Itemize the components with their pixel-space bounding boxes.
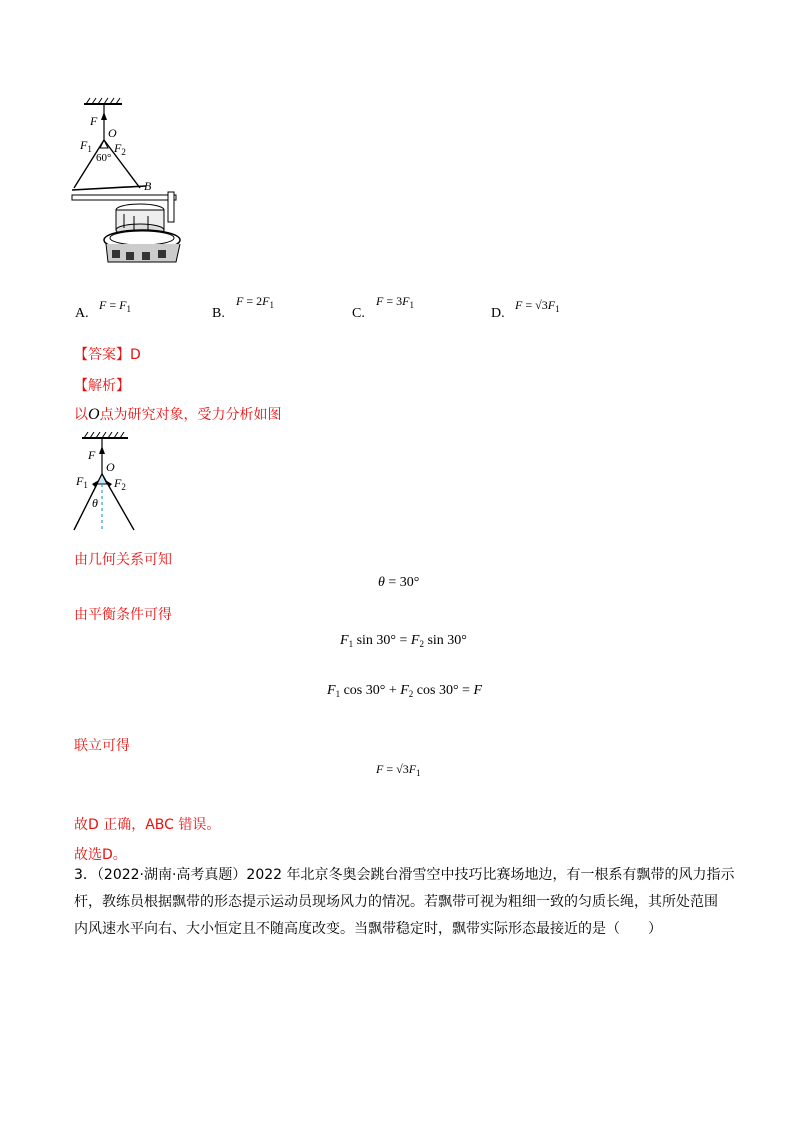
fig2-label-o: O bbox=[106, 460, 115, 474]
step-geometry: 由几何关系可知 bbox=[74, 552, 172, 568]
question-3-line-2: 杆，教练员根据飘带的形态提示运动员现场风力的情况。若飘带可视为粗细一致的匀质长绳，其所处范围 bbox=[74, 894, 718, 910]
equation-result: $F = √3F_1$ bbox=[376, 762, 421, 778]
question-3 bbox=[74, 862, 734, 943]
fig2-label-f: F bbox=[88, 448, 96, 462]
option-c[interactable] bbox=[352, 294, 472, 326]
equation-theta: θ = 30° bbox=[378, 575, 420, 590]
tripod-millstone-diagram bbox=[68, 96, 188, 276]
option-d-label: D. bbox=[491, 306, 505, 321]
fig2-label-f2: $F_2$ bbox=[114, 476, 126, 492]
fig1-label-b: B bbox=[144, 179, 152, 193]
option-a-label: A. bbox=[75, 306, 89, 321]
equation-cos-balance: $F_1$ $\cos 30^\circ + F_2$ cos 30° = F bbox=[327, 683, 482, 699]
figure-1 bbox=[68, 96, 188, 276]
option-a[interactable] bbox=[75, 298, 195, 326]
figure-2 bbox=[68, 432, 148, 532]
step-equilibrium: 由平衡条件可得 bbox=[74, 607, 172, 623]
option-d-formula: $F = √3F_1$ bbox=[515, 298, 560, 314]
option-a-formula: $F = F_1$ bbox=[99, 298, 131, 314]
option-d[interactable] bbox=[491, 298, 611, 326]
fig1-label-o: O bbox=[108, 126, 117, 140]
option-b-label: B. bbox=[212, 306, 225, 321]
option-b-formula: $F = 2F_1$ bbox=[236, 294, 274, 310]
fig2-label-theta: θ bbox=[92, 496, 98, 510]
option-b[interactable] bbox=[212, 294, 332, 326]
answer-line: 【答案】D bbox=[74, 347, 141, 363]
conclusion-line-2: 故选D。 bbox=[74, 847, 127, 863]
question-3-line-3: 内风速水平向右、大小恒定且不随高度改变。当飘带稳定时，飘带实际形态最接近的是（ ） bbox=[74, 921, 662, 937]
fig1-label-angle: 60° bbox=[96, 152, 112, 164]
question-3-line-1: 3．（2022·湖南·高考真题）2022 年北京冬奥会跳台滑雪空中技巧比赛场地边，有一根系有飘带的风力指示 bbox=[74, 867, 735, 883]
fig1-label-f1: $F_1$ bbox=[80, 138, 92, 154]
analysis-intro: 以O点为研究对象，受力分析如图 bbox=[74, 406, 282, 423]
equation-sin-balance: $F_1$ $\sin 30^\circ = F_2$ sin 30° bbox=[340, 633, 467, 649]
conclusion-line-1: 故D 正确，ABC 错误。 bbox=[74, 817, 221, 833]
option-c-formula: $F = 3F_1$ bbox=[376, 294, 414, 310]
fig2-label-f1: $F_1$ bbox=[76, 474, 88, 490]
option-c-label: C. bbox=[352, 306, 365, 321]
analysis-title: 【解析】 bbox=[74, 378, 130, 394]
step-combine: 联立可得 bbox=[74, 738, 130, 754]
fig1-label-f2: $F_2$ bbox=[114, 141, 126, 157]
fig1-label-f: F bbox=[90, 114, 98, 128]
